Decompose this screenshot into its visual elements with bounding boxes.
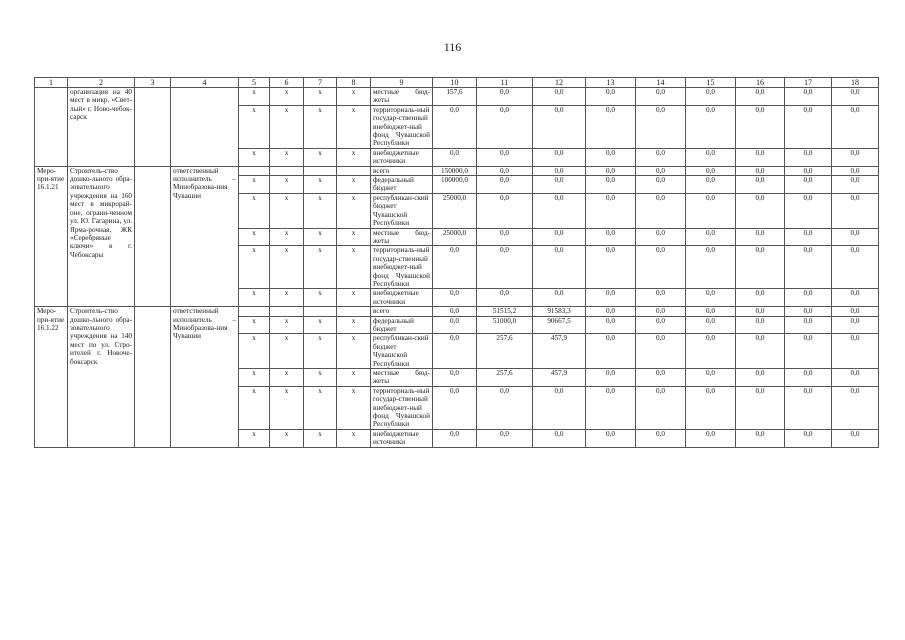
code-cell: x <box>337 246 371 289</box>
code-cell: x <box>304 105 337 148</box>
executor-cell <box>171 88 239 167</box>
funding-source-cell: внебюджетные источники <box>371 429 433 447</box>
value-cell: 0,0 <box>785 88 832 106</box>
column-number-9: 9 <box>371 78 433 88</box>
column-number-7: 7 <box>304 78 337 88</box>
column-number-14: 14 <box>636 78 686 88</box>
value-cell: 0,0 <box>477 289 533 307</box>
value-cell: 150000,0 <box>433 166 477 175</box>
code-cell: x <box>337 316 371 334</box>
code-cell: x <box>304 88 337 106</box>
value-cell: 257,6 <box>477 334 533 369</box>
column-number-row <box>35 78 879 88</box>
funding-source-cell: республикан-ский бюджет Чувашской Республики <box>371 193 433 228</box>
funding-source-cell: территориаль-ный государ-ственный внебюджет-ный фонд Чувашской Республики <box>371 105 433 148</box>
code-cell <box>304 166 337 175</box>
value-cell: 0,0 <box>736 289 785 307</box>
value-cell: 0,0 <box>736 429 785 447</box>
column-number-16: 16 <box>736 78 785 88</box>
value-cell: 0,0 <box>785 316 832 334</box>
value-cell: 0,0 <box>533 88 586 106</box>
event-code-cell <box>35 88 68 167</box>
code-cell: x <box>337 193 371 228</box>
funding-source-cell: республикан-ский бюджет Чувашской Республики <box>371 334 433 369</box>
code-cell: x <box>304 228 337 246</box>
value-cell: 0,0 <box>785 166 832 175</box>
code-cell: x <box>304 316 337 334</box>
value-cell: 0,0 <box>636 88 686 106</box>
code-cell: x <box>270 148 304 166</box>
value-cell: 0,0 <box>433 307 477 316</box>
value-cell: 0,0 <box>636 307 686 316</box>
table-row <box>35 166 879 175</box>
code-cell: x <box>304 246 337 289</box>
code-cell: x <box>270 176 304 194</box>
value-cell: 0,0 <box>533 148 586 166</box>
value-cell: 0,0 <box>433 316 477 334</box>
value-cell: 0,0 <box>785 148 832 166</box>
column-number-3: 3 <box>135 78 171 88</box>
value-cell: 0,0 <box>832 88 879 106</box>
code-cell <box>239 166 270 175</box>
page-number: 116 <box>443 40 462 54</box>
value-cell: 0,0 <box>586 429 636 447</box>
value-cell: 100000,0 <box>433 176 477 194</box>
code-cell: x <box>270 193 304 228</box>
code-cell <box>337 307 371 316</box>
value-cell: 0,0 <box>533 289 586 307</box>
column-number-6: 6 <box>270 78 304 88</box>
value-cell: 0,0 <box>586 316 636 334</box>
value-cell: 0,0 <box>832 148 879 166</box>
value-cell: 0,0 <box>477 88 533 106</box>
value-cell: 0,0 <box>433 369 477 387</box>
column-number-4: 4 <box>171 78 239 88</box>
value-cell: 0,0 <box>832 105 879 148</box>
code-cell: x <box>304 429 337 447</box>
event-name-cell: Строитель-ство дошко-льного обра-зовательного учреждения на 140 мест по ул. Стро-ителей г. Новоче-боксарск <box>68 307 135 448</box>
value-cell: 0,0 <box>832 246 879 289</box>
event-name-cell: Строитель-ство дошко-льного обра-зовательного учреждения на 160 мест в микрорай-оне, ограни-ченном ул. Ю. Гагарина, ул. Ярма-рочная, ЖК «Серебряные ключи» в г. Чебоксары <box>68 166 135 307</box>
code-cell: x <box>239 289 270 307</box>
value-cell: 0,0 <box>736 176 785 194</box>
empty-col3-cell <box>135 166 171 307</box>
code-cell: x <box>239 429 270 447</box>
value-cell: 0,0 <box>636 316 686 334</box>
code-cell: x <box>304 176 337 194</box>
value-cell: 0,0 <box>686 193 736 228</box>
code-cell: x <box>270 289 304 307</box>
code-cell: x <box>270 105 304 148</box>
value-cell: 0,0 <box>736 166 785 175</box>
value-cell: 0,0 <box>686 289 736 307</box>
value-cell: 0,0 <box>433 289 477 307</box>
value-cell: 0,0 <box>785 176 832 194</box>
value-cell: 0,0 <box>686 246 736 289</box>
code-cell: x <box>337 429 371 447</box>
value-cell: 0,0 <box>686 148 736 166</box>
value-cell: 0,0 <box>636 105 686 148</box>
program-funding-table <box>34 77 879 448</box>
value-cell: 0,0 <box>832 429 879 447</box>
value-cell: 0,0 <box>785 334 832 369</box>
value-cell: 0,0 <box>736 307 785 316</box>
value-cell: 0,0 <box>433 105 477 148</box>
value-cell: 0,0 <box>586 166 636 175</box>
funding-source-cell: территориаль-ный государ-ственный внебюджет-ный фонд Чувашской Республики <box>371 386 433 429</box>
column-number-12: 12 <box>533 78 586 88</box>
value-cell: 0,0 <box>533 228 586 246</box>
event-code-cell: Меро-при-ятие 16.1.22 <box>35 307 68 448</box>
code-cell: x <box>337 176 371 194</box>
funding-source-cell: местные бюд-жеты <box>371 228 433 246</box>
column-number-8: 8 <box>337 78 371 88</box>
code-cell: x <box>270 228 304 246</box>
value-cell: 0,0 <box>586 289 636 307</box>
value-cell: 0,0 <box>533 105 586 148</box>
value-cell: 0,0 <box>832 166 879 175</box>
code-cell <box>337 166 371 175</box>
value-cell: 0,0 <box>636 176 686 194</box>
value-cell: 0,0 <box>636 369 686 387</box>
value-cell: 0,0 <box>686 166 736 175</box>
column-number-5: 5 <box>239 78 270 88</box>
value-cell: 0,0 <box>477 429 533 447</box>
value-cell: 0,0 <box>832 316 879 334</box>
value-cell: 0,0 <box>636 429 686 447</box>
value-cell: 0,0 <box>785 105 832 148</box>
value-cell: 0,0 <box>586 228 636 246</box>
value-cell: 0,0 <box>832 193 879 228</box>
funding-source-cell: всего <box>371 307 433 316</box>
value-cell: 457,9 <box>533 369 586 387</box>
code-cell: x <box>239 246 270 289</box>
value-cell: 0,0 <box>433 429 477 447</box>
value-cell: 0,0 <box>785 289 832 307</box>
value-cell: 0,0 <box>736 193 785 228</box>
value-cell: 0,0 <box>477 105 533 148</box>
value-cell: 0,0 <box>736 246 785 289</box>
value-cell: 25000,0 <box>433 193 477 228</box>
code-cell: x <box>337 369 371 387</box>
value-cell: 0,0 <box>686 334 736 369</box>
value-cell: 0,0 <box>736 369 785 387</box>
column-number-15: 15 <box>686 78 736 88</box>
value-cell: 0,0 <box>636 246 686 289</box>
value-cell: 90667,5 <box>533 316 586 334</box>
value-cell: 0,0 <box>736 105 785 148</box>
code-cell: x <box>239 334 270 369</box>
value-cell: 0,0 <box>785 193 832 228</box>
code-cell: x <box>337 386 371 429</box>
value-cell: 0,0 <box>586 369 636 387</box>
value-cell: 0,0 <box>636 334 686 369</box>
value-cell: 0,0 <box>533 166 586 175</box>
table-row <box>35 88 879 106</box>
code-cell: x <box>304 369 337 387</box>
code-cell: x <box>239 316 270 334</box>
value-cell: 0,0 <box>686 228 736 246</box>
code-cell: x <box>337 148 371 166</box>
value-cell: 0,0 <box>832 369 879 387</box>
code-cell: x <box>270 429 304 447</box>
value-cell: 257,6 <box>477 369 533 387</box>
value-cell: 0,0 <box>736 316 785 334</box>
value-cell: 0,0 <box>433 386 477 429</box>
value-cell: 0,0 <box>736 386 785 429</box>
code-cell: x <box>270 88 304 106</box>
column-number-2: 2 <box>68 78 135 88</box>
column-number-11: 11 <box>477 78 533 88</box>
value-cell: 0,0 <box>586 307 636 316</box>
code-cell: x <box>304 334 337 369</box>
value-cell: 0,0 <box>586 193 636 228</box>
column-number-17: 17 <box>785 78 832 88</box>
value-cell: 0,0 <box>686 88 736 106</box>
value-cell: 0,0 <box>433 148 477 166</box>
value-cell: 0,0 <box>586 246 636 289</box>
value-cell: 0,0 <box>477 193 533 228</box>
value-cell: 0,0 <box>533 386 586 429</box>
value-cell: 0,0 <box>477 228 533 246</box>
funding-source-cell: внебюджетные источники <box>371 289 433 307</box>
value-cell: 0,0 <box>686 176 736 194</box>
value-cell: 0,0 <box>636 289 686 307</box>
code-cell: x <box>337 289 371 307</box>
value-cell: 0,0 <box>785 246 832 289</box>
code-cell: x <box>239 105 270 148</box>
column-number-10: 10 <box>433 78 477 88</box>
value-cell: 0,0 <box>533 429 586 447</box>
value-cell: 157,6 <box>433 88 477 106</box>
funding-source-cell: территориаль-ный государ-ственный внебюджет-ный фонд Чувашской Республики <box>371 246 433 289</box>
event-code-cell: Меро-при-ятие 16.1.21 <box>35 166 68 307</box>
value-cell: 0,0 <box>832 289 879 307</box>
value-cell: 0,0 <box>785 386 832 429</box>
code-cell: x <box>239 176 270 194</box>
value-cell: 0,0 <box>686 316 736 334</box>
value-cell: 0,0 <box>477 148 533 166</box>
column-number-1: 1 <box>35 78 68 88</box>
executor-cell: ответственный исполнитель – Минобразова-ния Чувашии <box>171 307 239 448</box>
code-cell <box>270 307 304 316</box>
code-cell <box>239 307 270 316</box>
value-cell: 0,0 <box>686 307 736 316</box>
value-cell: 0,0 <box>477 176 533 194</box>
value-cell: 0,0 <box>686 369 736 387</box>
value-cell: 0,0 <box>636 148 686 166</box>
value-cell: 0,0 <box>785 307 832 316</box>
code-cell: x <box>270 246 304 289</box>
code-cell: x <box>239 193 270 228</box>
code-cell: x <box>337 105 371 148</box>
value-cell: 0,0 <box>586 176 636 194</box>
value-cell: 0,0 <box>736 148 785 166</box>
column-number-18: 18 <box>832 78 879 88</box>
funding-source-cell: федеральный бюджет <box>371 316 433 334</box>
empty-col3-cell <box>135 307 171 448</box>
funding-source-cell: местные бюд-жеты <box>371 88 433 106</box>
code-cell: x <box>270 316 304 334</box>
code-cell: x <box>270 386 304 429</box>
value-cell: 0,0 <box>586 148 636 166</box>
column-number-13: 13 <box>586 78 636 88</box>
executor-cell: ответственный исполнитель – Минобразова-ния Чувашии <box>171 166 239 307</box>
value-cell: 51515,2 <box>477 307 533 316</box>
value-cell: 0,0 <box>736 228 785 246</box>
code-cell: x <box>304 386 337 429</box>
code-cell: x <box>239 228 270 246</box>
value-cell: 0,0 <box>586 334 636 369</box>
value-cell: 0,0 <box>477 166 533 175</box>
value-cell: 0,0 <box>636 228 686 246</box>
code-cell <box>270 166 304 175</box>
code-cell <box>304 307 337 316</box>
value-cell: 0,0 <box>736 88 785 106</box>
value-cell: 0,0 <box>586 105 636 148</box>
code-cell: x <box>270 369 304 387</box>
value-cell: 25000,0 <box>433 228 477 246</box>
empty-col3-cell <box>135 88 171 167</box>
value-cell: 0,0 <box>533 176 586 194</box>
value-cell: 0,0 <box>785 369 832 387</box>
value-cell: 0,0 <box>433 246 477 289</box>
value-cell: 0,0 <box>533 246 586 289</box>
event-name-cell: организация на 40 мест в микр. «Свет-лый» г. Ново-чебок-сарск <box>68 88 135 167</box>
funding-source-cell: местные бюд-жеты <box>371 369 433 387</box>
code-cell: x <box>337 228 371 246</box>
funding-source-cell: внебюджетные источники <box>371 148 433 166</box>
code-cell: x <box>239 386 270 429</box>
code-cell: x <box>337 88 371 106</box>
code-cell: x <box>270 334 304 369</box>
value-cell: 0,0 <box>636 166 686 175</box>
value-cell: 0,0 <box>586 386 636 429</box>
value-cell: 0,0 <box>433 334 477 369</box>
value-cell: 0,0 <box>636 193 686 228</box>
value-cell: 51000,0 <box>477 316 533 334</box>
value-cell: 0,0 <box>736 334 785 369</box>
value-cell: 0,0 <box>533 193 586 228</box>
value-cell: 0,0 <box>785 429 832 447</box>
code-cell: x <box>304 148 337 166</box>
value-cell: 91583,3 <box>533 307 586 316</box>
value-cell: 0,0 <box>586 88 636 106</box>
value-cell: 0,0 <box>832 334 879 369</box>
value-cell: 0,0 <box>477 386 533 429</box>
code-cell: x <box>239 88 270 106</box>
value-cell: 0,0 <box>477 246 533 289</box>
value-cell: 0,0 <box>832 307 879 316</box>
value-cell: 0,0 <box>785 228 832 246</box>
value-cell: 0,0 <box>686 386 736 429</box>
code-cell: x <box>239 369 270 387</box>
value-cell: 457,9 <box>533 334 586 369</box>
value-cell: 0,0 <box>832 176 879 194</box>
value-cell: 0,0 <box>636 386 686 429</box>
code-cell: x <box>337 334 371 369</box>
value-cell: 0,0 <box>686 105 736 148</box>
code-cell: x <box>304 289 337 307</box>
value-cell: 0,0 <box>832 228 879 246</box>
funding-source-cell: всего <box>371 166 433 175</box>
value-cell: 0,0 <box>832 386 879 429</box>
funding-source-cell: федеральный бюджет <box>371 176 433 194</box>
code-cell: x <box>239 148 270 166</box>
code-cell: x <box>304 193 337 228</box>
value-cell: 0,0 <box>686 429 736 447</box>
table-row <box>35 307 879 316</box>
